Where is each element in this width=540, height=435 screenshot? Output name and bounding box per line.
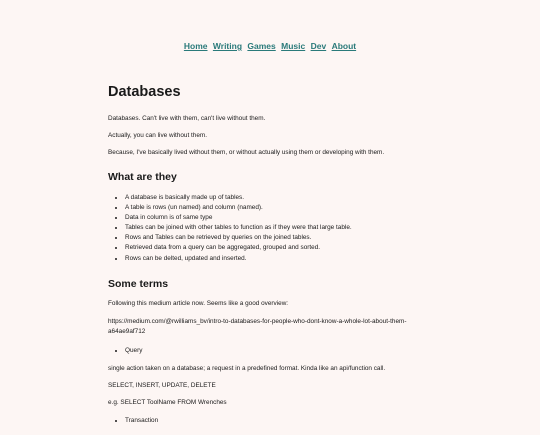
top-nav [0,41,540,51]
list-item: • Rows can be delted, updated and inserted. [125,254,438,264]
list-item: • Data in column is of same type [125,213,438,223]
intro-paragraph-1: Databases. Can't live with them, can't live without them. [108,115,266,122]
section-heading-some-terms: Some terms [108,277,169,290]
term-list-query [108,346,438,356]
terms-intro: Following this medium article now. Seems like a good overview: [108,299,289,307]
term-list-transaction [108,416,438,426]
list-item: • Tables can be joined with other tables to function as if they were that large table. [125,223,438,233]
nav-link-games[interactable]: Games [247,41,276,51]
facts-list [108,193,438,264]
term-query: • Query [125,346,438,356]
nav-link-dev[interactable]: Dev [310,41,327,51]
list-item: • A database is basically made up of tables. [125,193,438,203]
list-item: • A table is rows (un named) and column (named). [125,203,438,213]
nav-link-about[interactable]: About [331,41,357,51]
query-description: single action taken on a database; a request in a predefined format. Kinda like an api/function call. [108,364,386,372]
list-item: • Rows and Tables can be retrieved by queries on the joined tables. [125,233,438,243]
nav-link-home[interactable]: Home [183,41,208,51]
list-item: • Retrieved data from a query can be aggregated, grouped and sorted. [125,243,438,253]
query-example: e.g. SELECT ToolName FROM Wrenches [108,398,227,406]
article [108,80,438,435]
article-url: https://medium.com/@rwilliams_bv/intro-to-databases-for-people-who-dont-know-a-whole-lot-about-them-a64ae9af712 [108,317,407,335]
nav-link-music[interactable]: Music [281,41,306,51]
term-transaction: • Transaction [125,416,438,426]
nav-link-writing[interactable]: Writing [212,41,243,51]
page-title: Databases [108,84,181,100]
intro-paragraph-3: Because, I've basically lived without them, or without actually using them or developing with them. [108,149,385,156]
section-heading-what-are-they: What are they [108,171,177,183]
intro-paragraph-2: Actually, you can live without them. [108,132,207,139]
query-operations: SELECT, INSERT, UPDATE, DELETE [108,381,216,389]
